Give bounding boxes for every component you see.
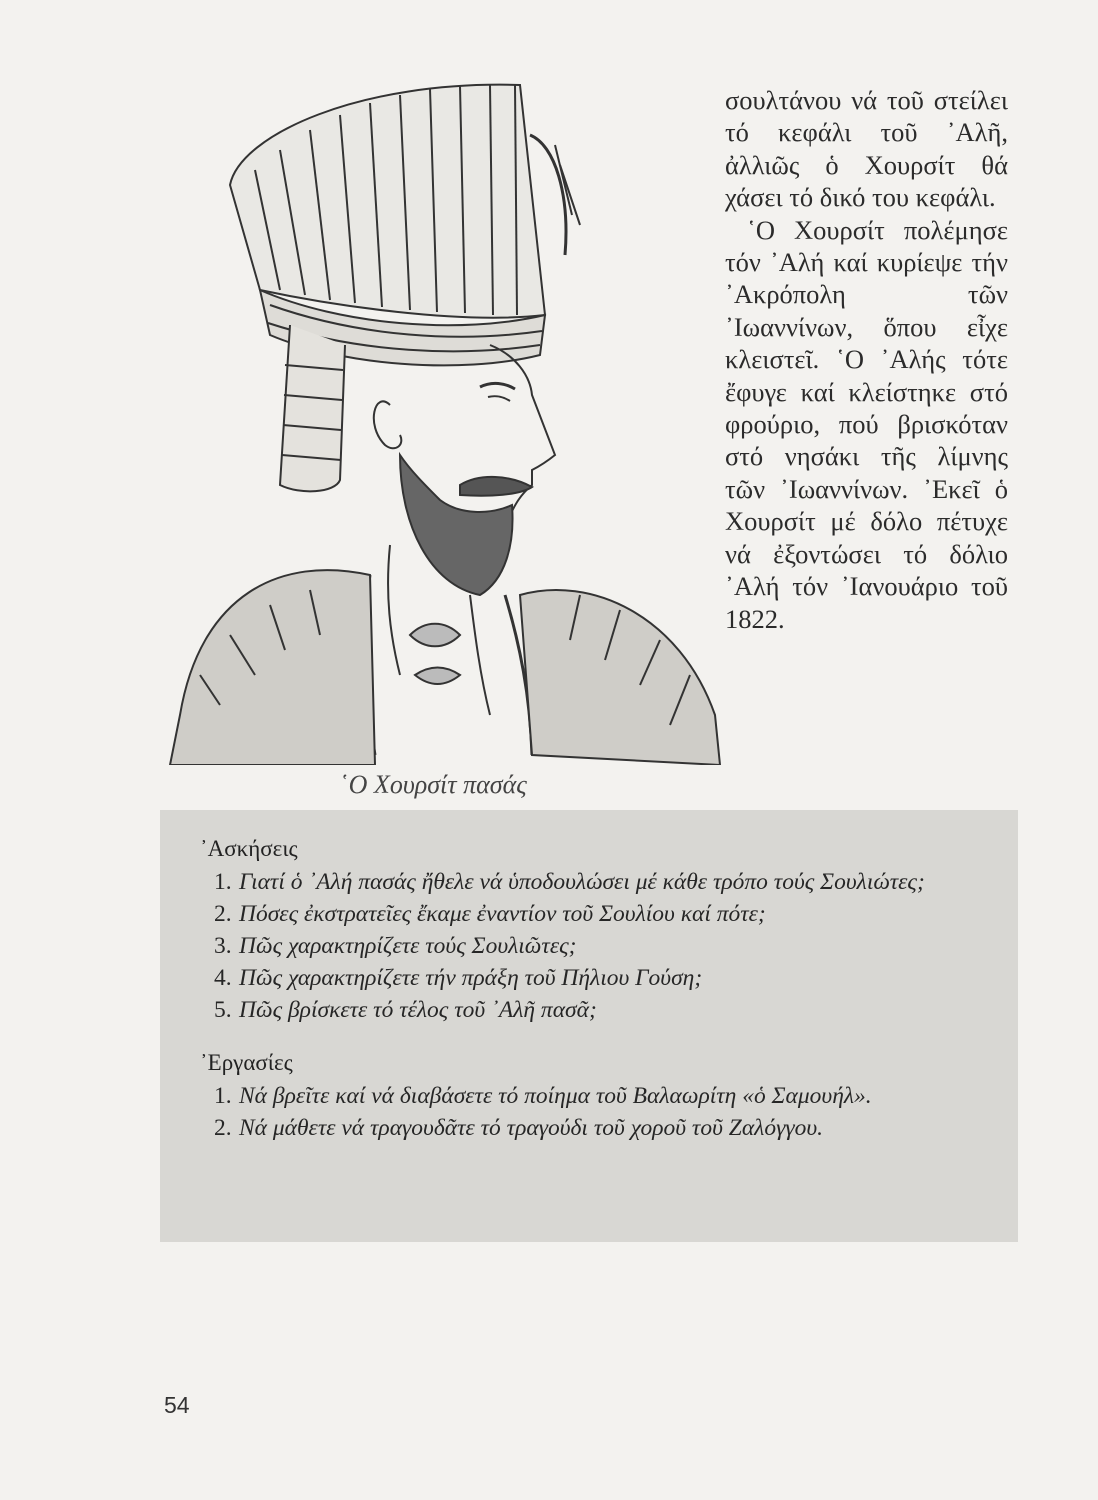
projects-heading: ᾿Εργασίες — [200, 1050, 293, 1075]
item-text: Νά μάθετε νά τραγουδᾶτε τό τραγούδι τοῦ χοροῦ τοῦ Ζαλόγγου. — [239, 1115, 824, 1141]
item-number: 1. — [214, 869, 232, 895]
portrait-engraving — [160, 75, 730, 765]
exercises-list — [200, 866, 988, 1026]
exercises-box — [160, 810, 1018, 1242]
item-number: 2. — [214, 901, 232, 927]
page-number: 54 — [164, 1392, 190, 1418]
list-item — [214, 866, 988, 898]
item-text: Γιατί ὁ ᾿Αλή πασάς ἤθελε νά ὑποδουλώσει μέ κάθε τρόπο τούς Σουλιώτες; — [239, 869, 925, 895]
item-text: Πῶς χαρακτηρίζετε τούς Σουλιῶτες; — [239, 933, 577, 959]
exercises-heading: ᾿Ασκήσεις — [200, 836, 298, 861]
narrative-paragraph: σουλτάνου νά τοῦ στείλει τό κεφάλι τοῦ ᾿Αλῆ, ἀλλιῶς ὁ Χουρσίτ θά χάσει τό δικό του κεφάλι. — [725, 85, 1008, 213]
list-item — [214, 962, 988, 994]
list-item — [214, 898, 988, 930]
narrative-text — [725, 84, 1008, 635]
item-number: 5. — [214, 997, 232, 1023]
narrative-paragraph: ῾Ο Χουρσίτ πολέμησε τόν ᾿Αλή καί κυρίεψε τήν ᾿Ακρόπολη τῶν ᾿Ιωαννίνων, ὅπου εἶχε κλειστεῖ. ῾Ο ᾿Αλής τότε ἔφυγε καί κλείστηκε στό φρούριο, πού βρισκόταν στό νησάκι τῆς λίμνης τῶν ᾿Ιωαννίνων. ᾿Εκεῖ ὁ Χουρσίτ μέ δόλο πέτυχε νά ἐξοντώσει τό δόλιο ᾿Αλή τόν ᾿Ιανουάριο τοῦ 1822. — [725, 214, 1008, 634]
item-text: Πόσες ἐκστρατεῖες ἔκαμε ἐναντίον τοῦ Σουλίου καί πότε; — [239, 901, 766, 927]
list-item — [214, 1080, 988, 1112]
item-number: 1. — [214, 1083, 232, 1109]
item-number: 2. — [214, 1115, 232, 1141]
list-item — [214, 930, 988, 962]
list-item — [214, 1112, 988, 1144]
item-number: 3. — [214, 933, 232, 959]
projects-list — [200, 1080, 988, 1144]
item-number: 4. — [214, 965, 232, 991]
figure-caption: ῾Ο Χουρσίτ πασάς — [340, 770, 527, 799]
list-item — [214, 994, 988, 1026]
item-text: Πῶς χαρακτηρίζετε τήν πράξη τοῦ Πήλιου Γούση; — [239, 965, 703, 991]
item-text: Νά βρεῖτε καί νά διαβάσετε τό ποίημα τοῦ Βαλαωρίτη «ὁ Σαμουήλ». — [239, 1083, 872, 1109]
item-text: Πῶς βρίσκετε τό τέλος τοῦ ᾿Αλῆ πασᾶ; — [239, 997, 597, 1023]
